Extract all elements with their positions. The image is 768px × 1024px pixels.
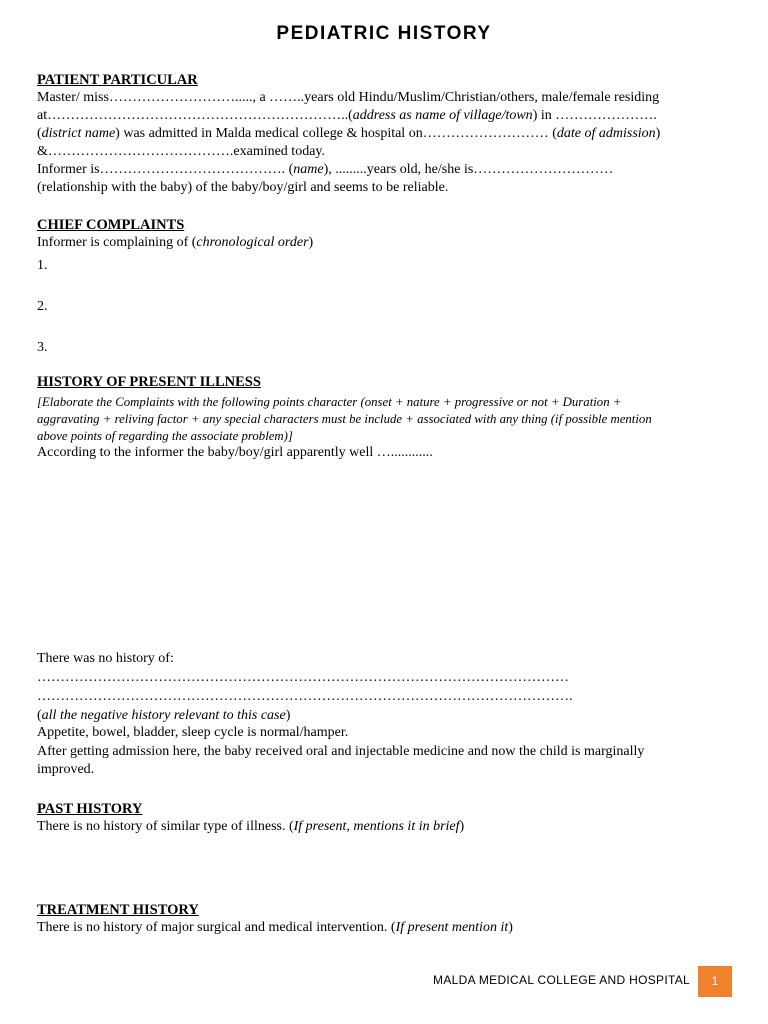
past-text-a: There is no history of similar type of illness. ( <box>37 819 294 834</box>
patient-line-6: (relationship with the baby) of the baby/boy/girl and seems to be reliable. <box>37 180 449 195</box>
chronological-hint: chronological order <box>196 235 309 250</box>
after-admission-line-2: improved. <box>37 762 95 777</box>
treatment-history-heading: TREATMENT HISTORY <box>37 902 199 918</box>
negative-note-a: ( <box>37 708 42 723</box>
footer-hospital-name: MALDA MEDICAL COLLEGE AND HOSPITAL <box>433 973 690 987</box>
treatment-text-c: ) <box>508 920 513 935</box>
patient-line-5-text-c: ), .........years old, he/she is………………………… <box>323 162 614 177</box>
patient-line-2-text-a: at………………………………………………………..( <box>37 108 353 123</box>
patient-line-1: Master/ miss………………………....., a ……..years old Hindu/Muslim/Christian/others, male/female residing <box>37 90 660 105</box>
treatment-text-a: There is no history of major surgical and medical intervention. ( <box>37 920 396 935</box>
district-hint: district name <box>41 126 116 141</box>
patient-line-5-text-a: Informer is…………………………………. ( <box>37 162 294 177</box>
present-illness-according: According to the informer the baby/boy/girl apparently well …............ <box>37 445 433 460</box>
past-history-text <box>37 818 464 836</box>
after-admission-line-1: After getting admission here, the baby received oral and injectable medicine and now the child is marginally <box>37 744 645 759</box>
chief-complaints-intro <box>37 234 313 252</box>
complaints-intro-c: ) <box>308 235 314 250</box>
negative-history-note <box>37 707 290 725</box>
admission-date-hint: date of admission <box>556 126 656 141</box>
complaint-item-2: 2. <box>37 299 48 314</box>
no-history-dots-1: …………………………………………………………………………………………………… <box>37 670 569 685</box>
treatment-hint: If present mention it <box>395 920 509 935</box>
negative-note-hint: all the negative history relevant to this case <box>41 708 286 723</box>
present-illness-note-2: aggravating + reliving factor + any special characters must be include + associated with any thing (if possible mention <box>37 412 652 426</box>
complaint-item-1: 1. <box>37 258 48 273</box>
patient-line-3 <box>37 125 737 143</box>
patient-line-2-text-c: ) in …………………. <box>532 108 657 123</box>
patient-line-3-text-c: ) was admitted in Malda medical college & hospital on……………………… ( <box>115 126 557 141</box>
patient-line-5 <box>37 161 737 179</box>
name-hint: name <box>293 162 324 177</box>
patient-line-4: &………………………………….examined today. <box>37 144 326 159</box>
patient-particular-heading: PATIENT PARTICULAR <box>37 72 198 88</box>
present-illness-heading: HISTORY OF PRESENT ILLNESS <box>37 374 261 390</box>
no-history-label: There was no history of: <box>37 651 174 666</box>
present-illness-note-1: [Elaborate the Complaints with the following points character (onset + nature + progressive or not + Duration + <box>37 395 622 409</box>
past-text-c: ) <box>459 819 465 834</box>
page-number-badge: 1 <box>698 966 732 997</box>
page-title: PEDIATRIC HISTORY <box>276 23 492 44</box>
negative-note-c: ) <box>285 708 291 723</box>
patient-line-3-text-a: ( <box>37 126 42 141</box>
past-history-heading: PAST HISTORY <box>37 801 143 817</box>
address-hint: address as name of village/town <box>352 108 533 123</box>
past-hint: If present, mentions it in brief <box>293 819 460 834</box>
patient-line-2 <box>37 107 737 125</box>
treatment-history-text <box>37 919 513 937</box>
complaints-intro-a: Informer is complaining of ( <box>37 235 197 250</box>
patient-line-3-text-e: ) <box>655 126 661 141</box>
chief-complaints-heading: CHIEF COMPLAINTS <box>37 217 185 233</box>
present-illness-note-3: above points of regarding the associate problem)] <box>37 429 293 443</box>
patient-particular-section <box>37 71 737 197</box>
no-history-dots-2: ……………………………………………………………………………………………………. <box>37 689 573 704</box>
complaint-item-3: 3. <box>37 340 48 355</box>
appetite-line: Appetite, bowel, bladder, sleep cycle is normal/hamper. <box>37 725 349 740</box>
